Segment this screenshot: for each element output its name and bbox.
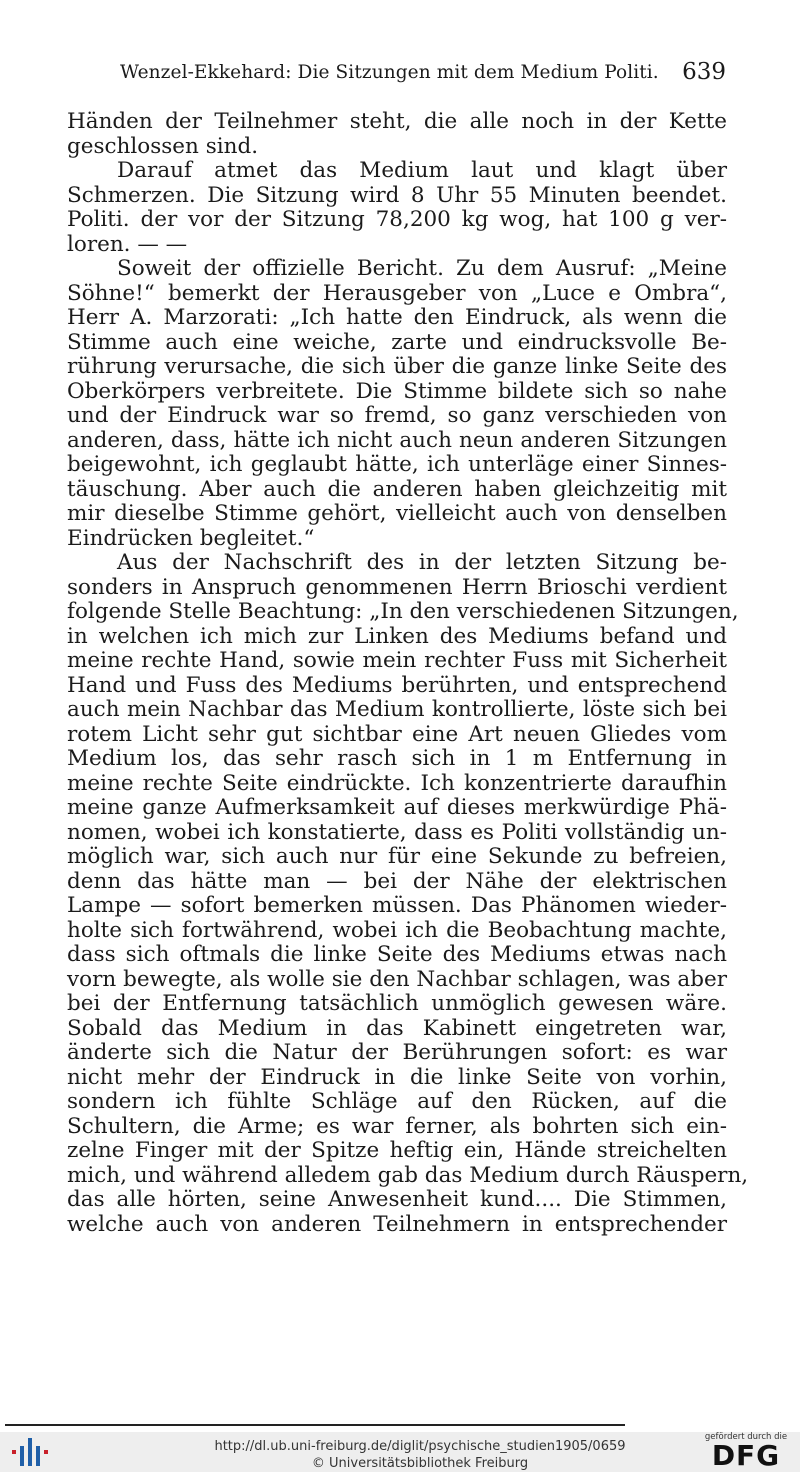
text-line: änderte sich die Natur der Berührungen sofort: es war: [67, 1040, 727, 1065]
text-line: vorn bewegte, als wolle sie den Nachbar schlagen, was aber: [67, 966, 727, 992]
text-line: meine rechte Seite eindrückte. Ich konzentrierte daraufhin: [67, 770, 727, 796]
footer-url[interactable]: http://dl.ub.uni-freiburg.de/diglit/psychische_studien1905/0659: [214, 1439, 626, 1454]
text-line: in welchen ich mich zur Linken des Mediums befand und: [67, 623, 727, 649]
text-line: Eindrücken begleitet.“: [67, 525, 315, 551]
text-line: Söhne!“ bemerkt der Herausgeber von „Luce e Ombra“,: [67, 280, 727, 306]
page-bottom-rule: [5, 1424, 625, 1426]
text-line: holte sich fortwährend, wobei ich die Beobachtung machte,: [67, 917, 727, 943]
text-line: sondern ich fühlte Schläge auf den Rücken, auf die: [67, 1089, 727, 1114]
dfg-logo-icon: [700, 1432, 792, 1470]
text-line: Medium los, das sehr rasch sich in 1 m Entfernung in: [67, 746, 727, 771]
text-line: Soweit der offizielle Bericht. Zu dem Ausruf: „Meine: [117, 256, 727, 281]
text-line: nomen, wobei ich konstatierte, dass es Politi vollständig un-: [67, 819, 727, 845]
text-line: mir dieselbe Stimme gehört, vielleicht auch von denselben: [67, 501, 727, 526]
text-line: Händen der Teilnehmer steht, die alle noch in der Kette: [67, 109, 727, 134]
text-line: nicht mehr der Eindruck in die linke Seite von vorhin,: [67, 1064, 727, 1090]
ub-freiburg-logo-icon: [8, 1434, 56, 1470]
text-line: zelne Finger mit der Spitze heftig ein, Hände streichelten: [67, 1138, 727, 1163]
text-line: das alle hörten, seine Anwesenheit kund.... Die Stimmen,: [67, 1187, 727, 1212]
text-line: und der Eindruck war so fremd, so ganz verschieden von: [67, 403, 727, 428]
text-line: mich, und während alledem gab das Medium durch Räuspern,: [67, 1162, 749, 1188]
sponsor-logo-text: DFG: [711, 1439, 781, 1472]
text-line: Aus der Nachschrift des in der letzten Sitzung be-: [117, 550, 727, 575]
text-line: denn das hätte man — bei der Nähe der elektrischen: [67, 868, 727, 894]
text-line: Lampe — sofort bemerken müssen. Das Phänomen wieder-: [67, 893, 727, 918]
text-line: Schmerzen. Die Sitzung wird 8 Uhr 55 Minuten beendet.: [67, 182, 727, 208]
text-line: Stimme auch eine weiche, zarte und eindrucksvolle Be-: [67, 329, 727, 355]
text-line: Darauf atmet das Medium laut und klagt über: [117, 158, 727, 183]
text-line: beigewohnt, ich geglaubt hätte, ich unterläge einer Sinnes-: [67, 452, 727, 477]
text-line: Oberkörpers verbreitete. Die Stimme bildete sich so nahe: [67, 378, 727, 404]
text-line: folgende Stelle Beachtung: „In den verschiedenen Sitzungen,: [67, 599, 739, 624]
page-number: 639: [682, 59, 726, 85]
text-line: dass sich oftmals die linke Seite des Mediums etwas nach: [67, 942, 727, 967]
text-line: Politi. der vor der Sitzung 78,200 kg wog, hat 100 g ver-: [67, 207, 727, 232]
text-line: auch mein Nachbar das Medium kontrollierte, löste sich bei: [67, 697, 727, 722]
text-line: sonders in Anspruch genommenen Herrn Brioschi verdient: [67, 574, 727, 600]
text-line: welche auch von anderen Teilnehmern in entsprechender: [67, 1211, 727, 1237]
text-line: Sobald das Medium in das Kabinett eingetreten war,: [67, 1015, 727, 1041]
text-line: täuschung. Aber auch die anderen haben gleichzeitig mit: [67, 476, 727, 502]
text-line: meine ganze Aufmerksamkeit auf dieses merkwürdige Phä-: [67, 795, 727, 820]
text-line: rotem Licht sehr gut sichtbar eine Art neuen Gliedes vom: [67, 721, 727, 747]
running-title: Wenzel-Ekkehard: Die Sitzungen mit dem Medium Politi.: [120, 62, 659, 83]
text-line: anderen, dass, hätte ich nicht auch neun anderen Sitzungen: [67, 427, 727, 453]
text-line: rührung verursache, die sich über die ganze linke Seite des: [67, 354, 727, 379]
text-line: loren. — —: [67, 231, 188, 257]
footer-copyright: © Universitätsbibliothek Freiburg: [311, 1456, 529, 1471]
page-header: [120, 60, 730, 90]
body-text: [67, 109, 749, 1237]
text-line: Schultern, die Arme; es war ferner, als bohrten sich ein-: [67, 1113, 727, 1139]
text-line: Hand und Fuss des Mediums berührten, und entsprechend: [67, 672, 727, 698]
sponsor-caption: gefördert durch die: [704, 1432, 788, 1442]
text-line: geschlossen sind.: [67, 133, 259, 159]
text-line: Herr A. Marzorati: „Ich hatte den Eindruck, als wenn die: [67, 305, 727, 330]
text-line: meine rechte Hand, sowie mein rechter Fuss mit Sicherheit: [67, 648, 727, 673]
text-line: bei der Entfernung tatsächlich unmöglich gewesen wäre.: [67, 991, 727, 1016]
text-line: möglich war, sich auch nur für eine Sekunde zu befreien,: [67, 844, 727, 869]
